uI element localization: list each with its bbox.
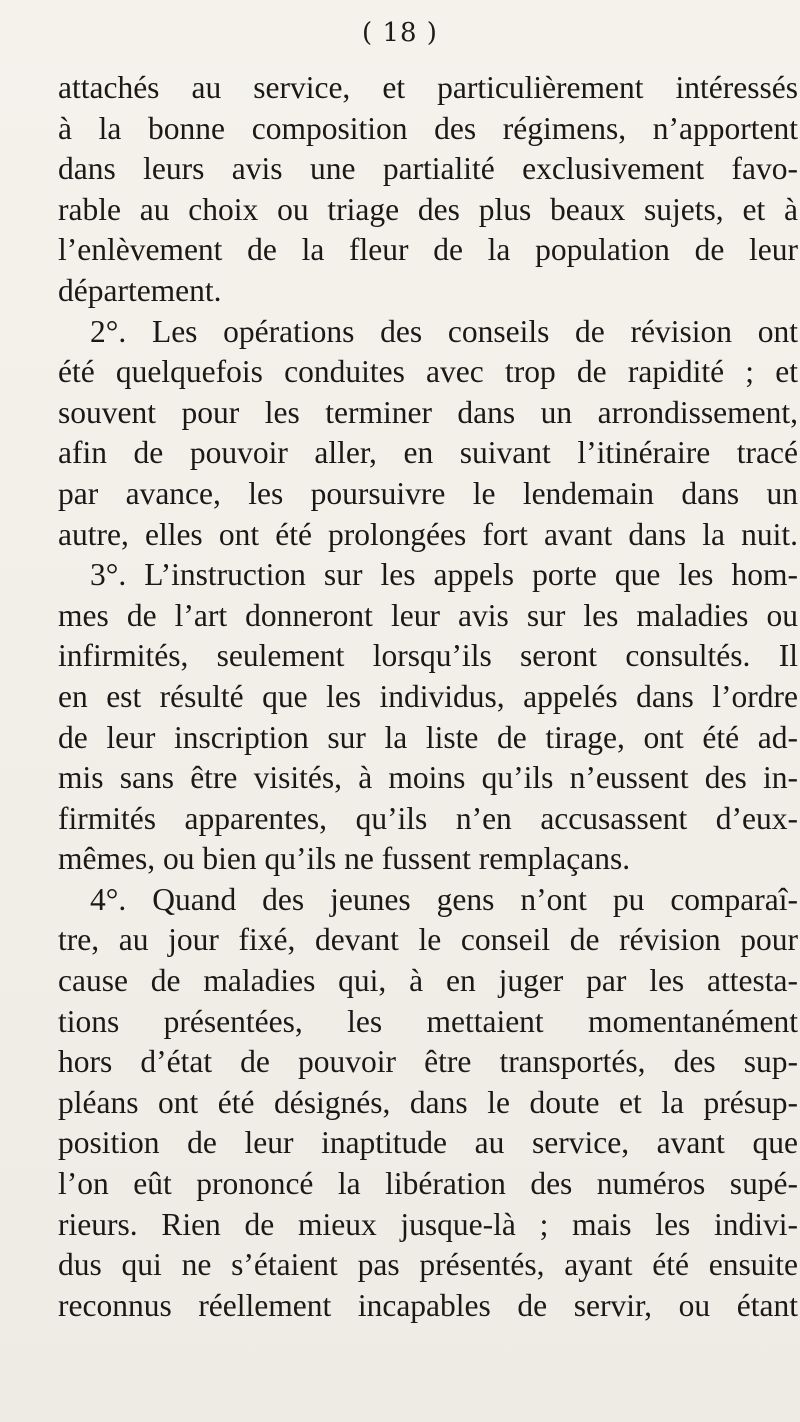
text-line: mis sans être visités, à moins qu’ils n’eussent des in- (58, 760, 798, 796)
text-line: à la bonne composition des régimens, n’apportent (58, 110, 798, 146)
text-line: 4°. Quand des jeunes gens n’ont pu comparaî- (90, 881, 798, 917)
text-line: mêmes, ou bien qu’ils ne fussent remplaçans. (58, 841, 631, 877)
text-line: l’enlèvement de la fleur de la population de leur (58, 232, 798, 268)
text-line: dans leurs avis une partialité exclusivement favo- (58, 151, 798, 187)
text-line: été quelquefois conduites avec trop de rapidité ; et (58, 354, 798, 390)
body-text (58, 68, 798, 1326)
text-line: hors d’état de pouvoir être transportés, des sup- (58, 1044, 798, 1080)
text-line: l’on eût prononcé la libération des numéros supé- (58, 1166, 798, 1202)
text-line: infirmités, seulement lorsqu’ils seront consultés. Il (58, 638, 798, 674)
text-line: de leur inscription sur la liste de tirage, ont été ad- (58, 719, 798, 755)
text-line: en est résulté que les individus, appelés dans l’ordre (58, 678, 798, 714)
text-line: 3°. L’instruction sur les appels porte que les hom- (90, 557, 798, 593)
text-line: dus qui ne s’étaient pas présentés, ayant été ensuite (58, 1247, 798, 1283)
text-line: mes de l’art donneront leur avis sur les maladies ou (58, 597, 798, 633)
text-line: tre, au jour fixé, devant le conseil de révision pour (58, 922, 798, 958)
text-line: département. (58, 272, 222, 308)
page-number: ( 18 ) (362, 18, 438, 48)
text-line: 2°. Les opérations des conseils de révision ont (90, 313, 798, 349)
text-line: afin de pouvoir aller, en suivant l’itinéraire tracé (58, 435, 798, 471)
text-line: attachés au service, et particulièrement intéressés (58, 70, 798, 105)
text-line: reconnus réellement incapables de servir, ou étant (58, 1287, 798, 1323)
text-line: cause de maladies qui, à en juger par les attesta- (58, 963, 798, 999)
text-line: position de leur inaptitude au service, avant que (58, 1125, 798, 1161)
text-line: par avance, les poursuivre le lendemain dans un (58, 475, 798, 511)
text-line: pléans ont été désignés, dans le doute et la présup- (58, 1084, 798, 1120)
text-line: tions présentées, les mettaient momentanément (58, 1003, 798, 1039)
text-line: autre, elles ont été prolongées fort avant dans la nuit. (58, 516, 798, 552)
text-line: souvent pour les terminer dans un arrondissement, (58, 394, 798, 430)
text-line: rieurs. Rien de mieux jusque-là ; mais les indivi- (58, 1206, 798, 1242)
text-line: rable au choix ou triage des plus beaux sujets, et à (58, 191, 798, 227)
text-line: firmités apparentes, qu’ils n’en accusassent d’eux- (58, 800, 798, 836)
